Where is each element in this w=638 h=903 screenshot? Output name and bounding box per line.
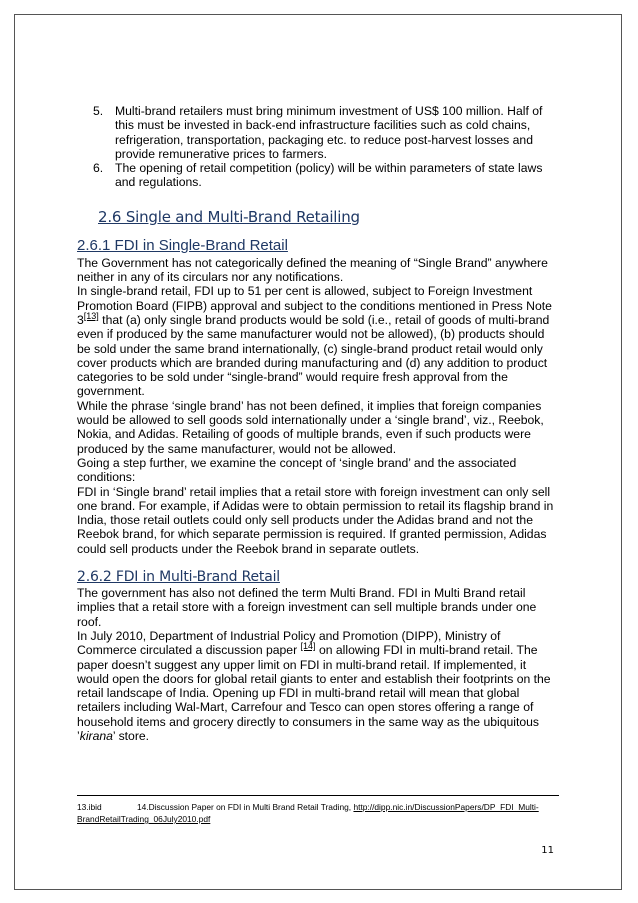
footnote-ref-13[interactable]: [13] [83,310,99,321]
paragraph: The Government has not categorically defined the meaning of “Single Brand” anywhere neither in any of its circulars nor any notifications. [77,255,548,285]
paragraph-text: In July 2010, Department of Industrial Policy and Promotion (DIPP), Ministry of Commerce circulated a discussion paper [77,628,501,658]
paragraph-text: on allowing FDI in multi-brand retail. The paper doesn’t suggest any upper limit on FDI in multi-brand retail. If implemented, it would open the doors for global retail giants to enter and establish their footprints on the retail landscape of India. Opening up FDI in multi-brand retail will mean that global retailers including Wal-Mart, Carrefour and Tesco can open stores offering a range of household items and grocery directly to consumers in the same way as the ubiquitous ’ [77,643,551,743]
footnote-ref-14[interactable]: [14] [300,641,316,652]
page-number: 11 [541,845,554,856]
paragraph: While the phrase ‘single brand’ has not been defined, it implies that foreign companies would be allowed to sell goods sold internationally under a ‘single brand’, viz., Reebok, Nokia, and Adidas. Retailing of goods of multiple brands, even if such products were produced by the same manufacturer, would not be allowed. [77,398,544,456]
paragraph: FDI in ‘Single brand’ retail implies that a retail store with foreign investment can only sell one brand. For example, if Adidas were to obtain permission to retail its flagship brand in India, those retail outlets could only sell products under the Adidas brand and not the Reebok brand, for which separate permission is required. If granted permission, Adidas could sell products under the Reebok brand in separate outlets. [77,484,554,556]
paragraph: The government has also not defined the term Multi Brand. FDI in Multi Brand retail implies that a retail store with a foreign investment can sell multiple brands under one roof. [77,586,537,629]
paragraph [77,629,559,743]
section-heading: 2.6 Single and Multi-Brand Retailing [98,207,360,226]
paragraph-text: ’ store. [112,728,150,743]
list-item-text: The opening of retail competition (policy) will be within parameters of state laws and regulations. [115,161,543,190]
footnotes [77,801,559,825]
footnote-13: 13.ibid [77,802,102,812]
list-item-number: 6. [93,161,104,176]
list-item [93,104,559,161]
subsection-heading-multi-brand: 2.6.2 FDI in Multi-Brand Retail [77,569,280,586]
paragraph: Going a step further, we examine the concept of ‘single brand’ and the associated conditions: [77,455,517,485]
paragraph [77,284,559,398]
list-item-text: Multi-brand retailers must bring minimum investment of US$ 100 million. Half of this must be invested in back-end infrastructure facilities such as cold chains, refrigeration, transportation, packaging etc. to reduce post-harvest losses and provide remunerative prices to farmers. [115,104,543,161]
italic-term: kirana [79,728,113,743]
footnote-14-link[interactable]: http://dipp.nic.in/DiscussionPapers/DP_FDI_Multi-BrandRetailTrading_06July2010.pdf [77,802,539,824]
paragraph-text: that (a) only single brand products would be sold (i.e., retail of goods of multi-brand even if produced by the same manufacturer would not be allowed), (b) products should be sold under the same brand internationally, (c) single-brand product retail would only cover products which are branded during manufacturing and (d) any addition to product categories to be sold under “single-brand” would require fresh approval from the government. [77,312,550,399]
list-item [93,161,559,190]
footnote-14-text: 14.Discussion Paper on FDI in Multi Brand Retail Trading, [137,802,354,812]
numbered-list [77,104,559,190]
paragraph-text: In single-brand retail, FDI up to 51 per cent is allowed, subject to Foreign Investment Promotion Board (FIPB) approval and subject to the conditions mentioned in Press Note 3 [77,284,552,327]
footnote-divider [77,795,559,796]
list-item-number: 5. [93,104,104,118]
page-body [77,104,559,743]
subsection-heading-single-brand: 2.6.1 FDI in Single-Brand Retail [77,236,288,254]
